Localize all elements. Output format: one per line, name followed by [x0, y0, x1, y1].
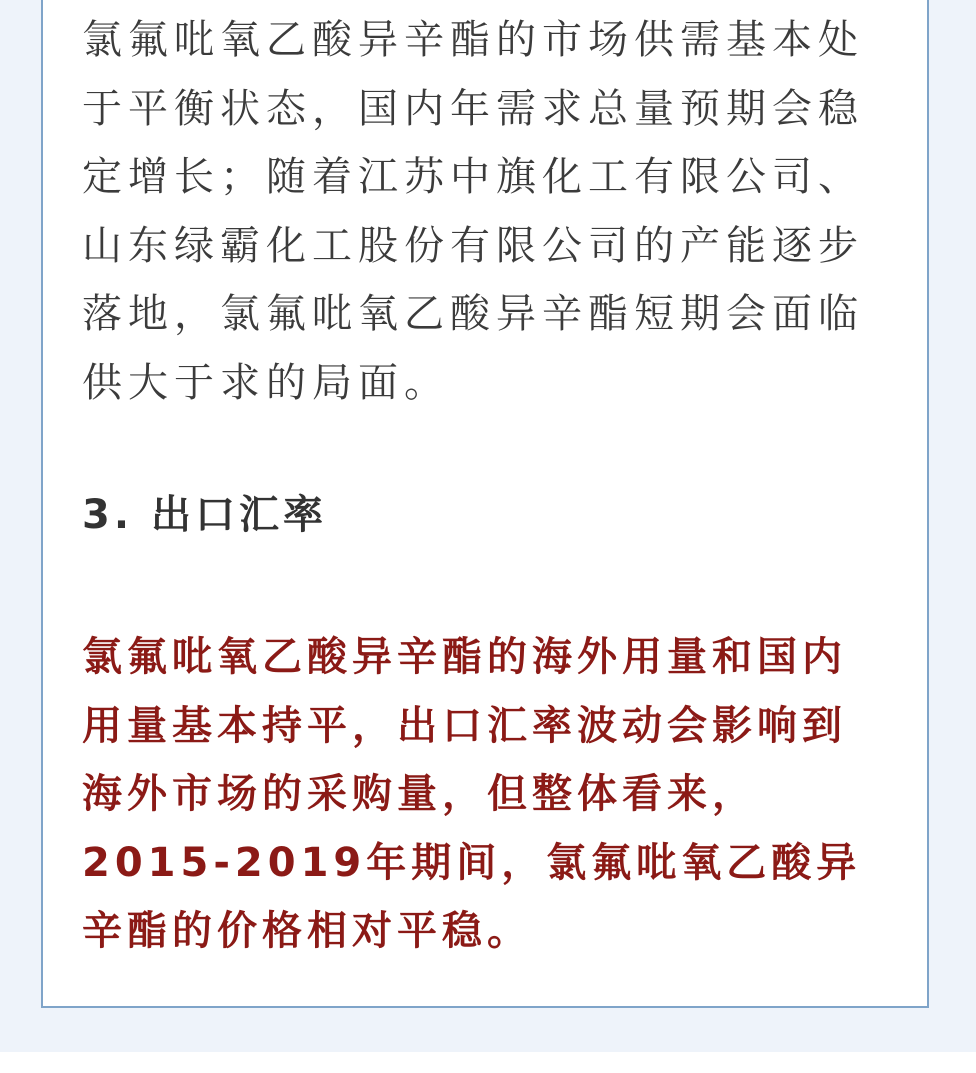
bottom-strip — [0, 1052, 976, 1073]
article-card — [41, 0, 929, 1008]
highlight-line: 2015-2019年期间，氯氟吡氧乙酸异 — [82, 839, 862, 886]
intro-line: 落地，氯氟吡氧乙酸异辛酯短期会面临 — [82, 291, 864, 337]
highlight-line: 辛酯的价格相对平稳。 — [82, 908, 532, 954]
highlight-line: 海外市场的采购量，但整体看来， — [82, 771, 757, 817]
highlight-paragraph — [82, 623, 902, 966]
intro-line: 于平衡状态，国内年需求总量预期会稳 — [82, 85, 864, 132]
intro-line: 氯氟吡氧乙酸异辛酯的市场供需基本处 — [82, 17, 864, 63]
intro-line: 山东绿霸化工股份有限公司的产能逐步 — [82, 222, 864, 269]
intro-line: 供大于求的局面。 — [82, 359, 450, 406]
highlight-line: 氯氟吡氧乙酸异辛酯的海外用量和国内 — [82, 634, 847, 680]
article-content — [82, 6, 902, 954]
intro-line: 定增长；随着江苏中旗化工有限公司、 — [82, 154, 864, 200]
highlight-line: 用量基本持平，出口汇率波动会影响到 — [82, 702, 847, 749]
section-heading: 3. 出口汇率 — [82, 492, 327, 538]
intro-paragraph — [82, 6, 902, 417]
